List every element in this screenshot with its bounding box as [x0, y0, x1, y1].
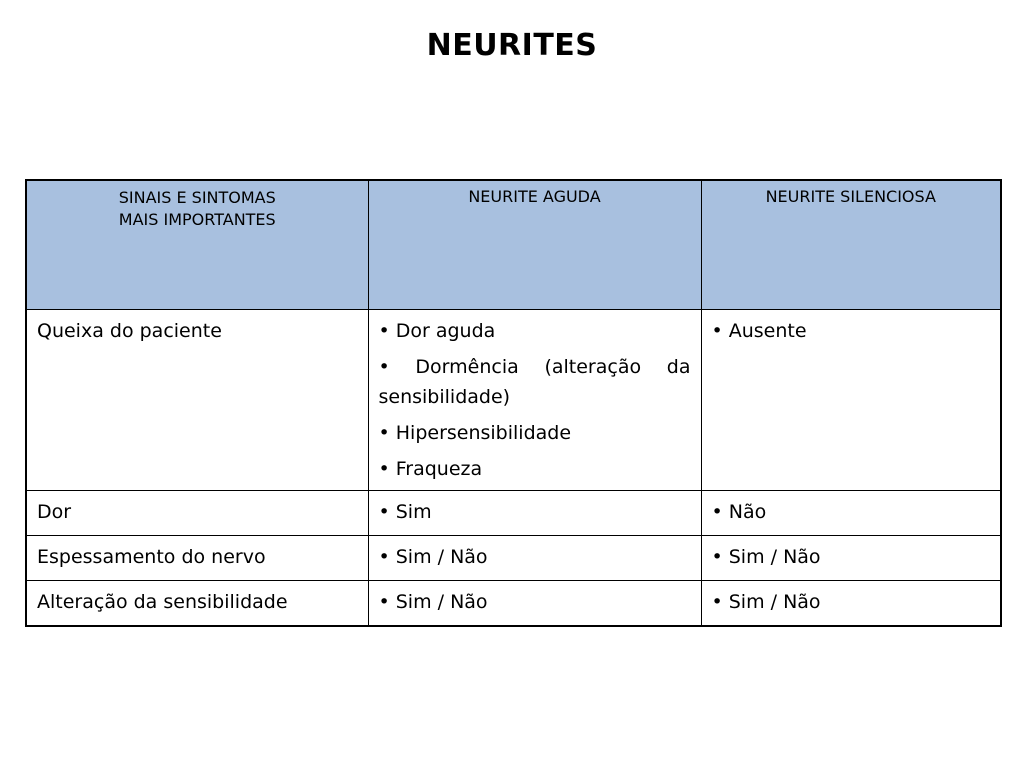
bullet-item: • Hipersensibilidade	[378, 422, 572, 444]
bullet-item: • Sim / Não	[711, 546, 821, 568]
neurites-table	[25, 179, 1002, 627]
bullet-item: • Dor aguda	[378, 320, 496, 342]
bullet-item: • Sim / Não	[378, 546, 488, 568]
acute-cell	[368, 536, 701, 581]
silent-cell	[701, 310, 1001, 491]
slide-title: NEURITES	[426, 28, 598, 63]
table-row-alteracao	[26, 581, 1001, 627]
bullet-item: • Ausente	[711, 320, 807, 342]
acute-cell	[368, 581, 701, 627]
row-label: Dor	[26, 491, 368, 536]
table-row-queixa	[26, 310, 1001, 491]
silent-cell	[701, 581, 1001, 627]
row-label: Espessamento do nervo	[26, 536, 368, 581]
header-silent-neuritis: NEURITE SILENCIOSA	[701, 180, 1001, 310]
header-signs-line2: MAIS IMPORTANTES	[118, 210, 276, 229]
bullet-item: • Sim / Não	[378, 591, 488, 613]
header-signs-line1: SINAIS E SINTOMAS	[118, 188, 276, 207]
table-row-espessamento	[26, 536, 1001, 581]
header-acute-neuritis: NEURITE AGUDA	[368, 180, 701, 310]
bullet-item: • Sim	[378, 501, 432, 523]
row-label: Queixa do paciente	[26, 310, 368, 491]
bullet-item: • Dormência (alteração da sensibilidade)	[378, 356, 691, 408]
row-label: Alteração da sensibilidade	[26, 581, 368, 627]
header-signs-symptoms	[26, 180, 368, 310]
acute-cell	[368, 310, 701, 491]
silent-cell	[701, 491, 1001, 536]
acute-cell	[368, 491, 701, 536]
bullet-item: • Sim / Não	[711, 591, 821, 613]
bullet-item: • Não	[711, 501, 767, 523]
table-row-dor	[26, 491, 1001, 536]
table-header-row	[26, 180, 1001, 310]
silent-cell	[701, 536, 1001, 581]
bullet-item: • Fraqueza	[378, 458, 483, 480]
